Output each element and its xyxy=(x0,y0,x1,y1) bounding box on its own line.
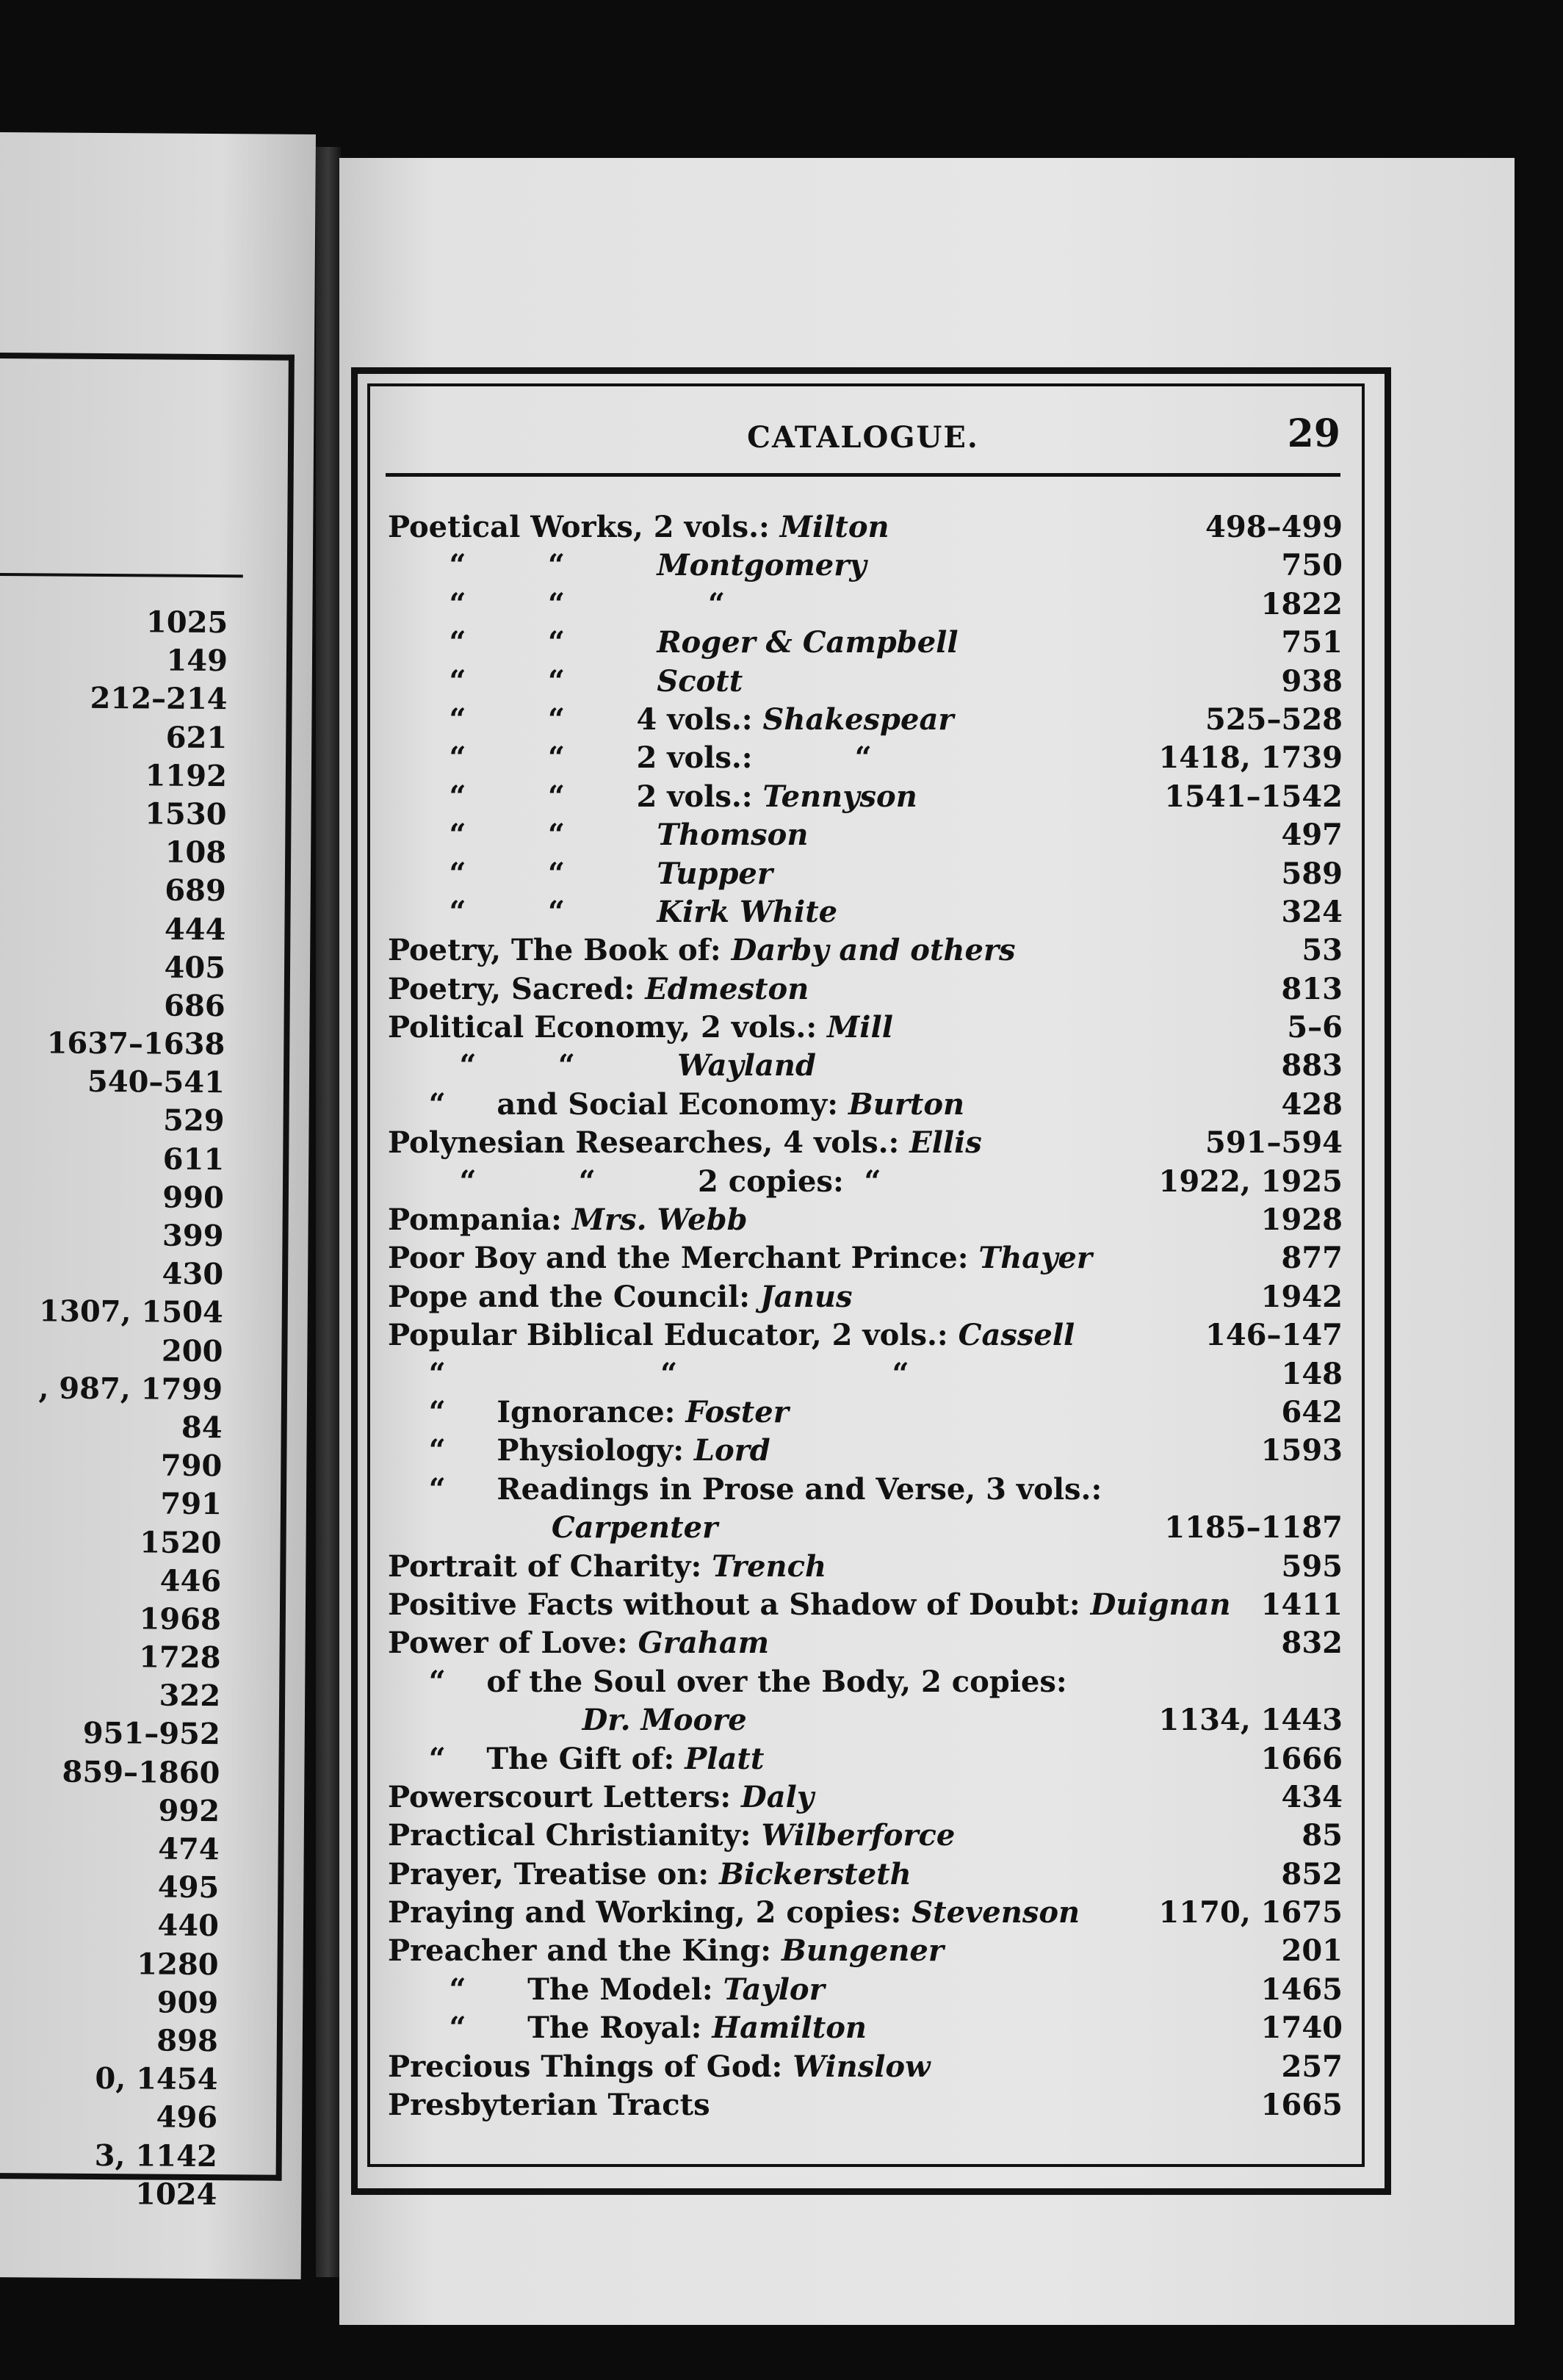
catalogue-entry xyxy=(388,1201,1343,1239)
catalogue-entry xyxy=(388,1856,1343,1894)
entry-title xyxy=(388,2009,867,2047)
entry-author: Taylor xyxy=(723,1972,825,2007)
entry-title xyxy=(388,1278,853,1316)
header-rule xyxy=(386,473,1340,477)
left-page-number: 200 xyxy=(161,1333,223,1368)
entry-number: 5–6 xyxy=(1287,1010,1343,1045)
catalogue-entry xyxy=(388,701,1343,739)
catalogue-entry xyxy=(388,1278,1343,1316)
entry-number: 595 xyxy=(1281,1548,1343,1584)
catalogue-entry xyxy=(388,1624,1343,1662)
entry-number: 201 xyxy=(1281,1933,1343,1969)
left-page xyxy=(0,132,316,2279)
entry-title xyxy=(388,701,953,739)
entry-number: 498–499 xyxy=(1205,510,1343,544)
left-page-number: 540–541 xyxy=(87,1064,225,1100)
entry-number: 1541–1542 xyxy=(1164,779,1343,814)
entry-number: 497 xyxy=(1281,818,1343,853)
left-page-number: 909 xyxy=(156,1985,219,2020)
entry-author: Mrs. Webb xyxy=(571,1202,748,1238)
left-page-number: 3, 1142 xyxy=(94,2138,217,2174)
entry-title xyxy=(388,585,725,624)
entry-number: 1185–1187 xyxy=(1164,1510,1343,1546)
entry-number: 148 xyxy=(1281,1356,1343,1391)
left-page-number: 149 xyxy=(166,643,228,679)
entry-text: Polynesian Researches, 4 vols.: xyxy=(388,1125,910,1161)
catalogue-entry xyxy=(388,970,1343,1009)
entry-author: Janus xyxy=(759,1279,853,1314)
catalogue-entry xyxy=(388,1432,1343,1470)
left-page-number: 108 xyxy=(165,834,227,870)
entry-number: 751 xyxy=(1281,625,1343,660)
entry-title xyxy=(388,2048,931,2086)
entry-text: “ “ 4 vols.: xyxy=(388,702,763,737)
entry-title xyxy=(388,1355,909,1393)
entry-number: 852 xyxy=(1281,1856,1343,1892)
entry-author: Mill xyxy=(827,1010,893,1045)
entry-text: “ “ xyxy=(388,856,657,891)
left-page-number: 430 xyxy=(162,1256,224,1292)
entry-number: 1666 xyxy=(1260,1741,1343,1776)
catalogue-entry xyxy=(388,1817,1343,1855)
left-page-number: 1520 xyxy=(140,1524,222,1560)
entry-text: “ “ xyxy=(388,894,657,929)
entry-number: 1822 xyxy=(1260,586,1343,621)
left-page-number: 1280 xyxy=(137,1946,219,1982)
entry-title xyxy=(388,1740,764,1778)
entry-author: Darby and others xyxy=(731,933,1016,968)
left-page-number: 621 xyxy=(165,720,228,755)
entry-author: Cassell xyxy=(958,1318,1075,1353)
entry-title xyxy=(388,816,808,854)
entry-number: 589 xyxy=(1281,856,1343,891)
entry-number: 1411 xyxy=(1260,1587,1343,1622)
left-page-number: 529 xyxy=(162,1103,225,1139)
entry-text: Portrait of Charity: xyxy=(388,1548,712,1584)
entry-text: Poetry, The Book of: xyxy=(388,933,732,968)
entry-text: Poetry, Sacred: xyxy=(388,971,646,1006)
catalogue-entry xyxy=(388,1086,1343,1124)
catalogue-entry xyxy=(388,816,1343,854)
entry-number: 85 xyxy=(1302,1818,1343,1853)
entry-text: Presbyterian Tracts xyxy=(388,2088,710,2123)
catalogue-entry xyxy=(388,778,1343,816)
entry-author: Daly xyxy=(741,1779,815,1814)
entry-text: Positive Facts without a Shadow of Doubt: xyxy=(388,1587,1091,1622)
catalogue-entry xyxy=(388,624,1343,662)
entry-title xyxy=(388,1586,1231,1624)
entry-title xyxy=(388,855,773,893)
catalogue-entry xyxy=(388,1548,1343,1586)
entry-author: Hamilton xyxy=(712,2011,867,2046)
entry-title xyxy=(388,1047,816,1085)
catalogue-entry xyxy=(388,1663,1343,1701)
page-header xyxy=(386,411,1340,463)
catalogue-entry xyxy=(388,1393,1343,1432)
entry-text: Power of Love: xyxy=(388,1626,638,1661)
entry-number: 146–147 xyxy=(1205,1318,1343,1353)
entry-number: 591–594 xyxy=(1205,1125,1343,1161)
entry-title xyxy=(388,893,837,931)
entry-number: 877 xyxy=(1281,1241,1343,1276)
entry-number: 883 xyxy=(1281,1048,1343,1083)
entry-author: Duignan xyxy=(1090,1587,1231,1622)
entry-text: Pompania: xyxy=(388,1202,572,1238)
catalogue-entries xyxy=(388,508,1343,2124)
entry-author: Thomson xyxy=(657,818,809,853)
entry-title xyxy=(388,1624,769,1662)
catalogue-entry xyxy=(388,1509,1343,1547)
catalogue-entry xyxy=(388,1316,1343,1355)
catalogue-entry xyxy=(388,2009,1343,2047)
entry-author: Lord xyxy=(693,1433,770,1468)
entry-author: Dr. Moore xyxy=(582,1703,747,1738)
left-page-number: 611 xyxy=(162,1142,225,1177)
entry-text: “ “ xyxy=(388,1048,678,1083)
catalogue-entry xyxy=(388,1971,1343,2009)
entry-title xyxy=(388,1701,747,1739)
entry-author: Milton xyxy=(779,510,889,544)
entry-text: Pope and the Council: xyxy=(388,1279,760,1314)
left-page-number: , 987, 1799 xyxy=(38,1371,223,1407)
catalogue-entry xyxy=(388,1163,1343,1201)
entry-number: 1465 xyxy=(1260,1972,1343,2007)
entry-text: “ The Royal: xyxy=(388,2011,712,2046)
entry-number: 1665 xyxy=(1260,2088,1343,2123)
left-page-number: 1637–1638 xyxy=(46,1025,225,1062)
catalogue-entry xyxy=(388,1932,1343,1970)
left-page-number: 1530 xyxy=(145,796,227,832)
entry-title xyxy=(388,1163,881,1201)
entry-title xyxy=(388,1201,748,1239)
page-number: 29 xyxy=(1287,411,1340,456)
entry-number: 1928 xyxy=(1260,1202,1343,1238)
entry-text: “ “ xyxy=(388,548,657,583)
entry-text: “ Readings in Prose and Verse, 3 vols.: xyxy=(388,1471,1102,1507)
left-page-number: 1024 xyxy=(134,2177,217,2212)
left-page-number: 1307, 1504 xyxy=(39,1294,223,1330)
entry-number: 1134, 1443 xyxy=(1158,1703,1343,1738)
entry-title xyxy=(388,1432,770,1470)
entry-author: Edmeston xyxy=(645,971,809,1006)
entry-text: “ of the Soul over the Body, 2 copies: xyxy=(388,1664,1067,1699)
entry-title xyxy=(388,2086,710,2124)
catalogue-entry xyxy=(388,1778,1343,1817)
entry-title xyxy=(388,970,809,1009)
entry-title xyxy=(388,1856,912,1894)
entry-title xyxy=(388,547,867,585)
catalogue-entry xyxy=(388,1740,1343,1778)
entry-number: 434 xyxy=(1281,1779,1343,1814)
catalogue-entry xyxy=(388,739,1343,777)
left-page-number: 859–1860 xyxy=(62,1754,220,1790)
catalogue-entry xyxy=(388,585,1343,624)
entry-title xyxy=(388,739,872,777)
entry-number: 324 xyxy=(1281,894,1343,929)
left-page-number: 212–214 xyxy=(90,681,228,717)
catalogue-entry xyxy=(388,855,1343,893)
entry-author: Thayer xyxy=(978,1241,1092,1276)
entry-author: Kirk White xyxy=(657,894,838,929)
entry-text: “ “ xyxy=(388,625,657,660)
entry-text: Practical Christianity: xyxy=(388,1818,762,1853)
left-page-number: 992 xyxy=(158,1793,220,1828)
catalogue-entry xyxy=(388,2086,1343,2124)
catalogue-entry xyxy=(388,1701,1343,1739)
entry-title xyxy=(388,931,1016,970)
left-page-number: 84 xyxy=(181,1410,223,1446)
entry-title xyxy=(388,1471,1102,1509)
entry-text: “ “ xyxy=(388,663,657,699)
entry-author: Tupper xyxy=(657,856,773,891)
entry-text: Political Economy, 2 vols.: xyxy=(388,1010,828,1045)
entry-title xyxy=(388,1009,893,1047)
catalogue-entry xyxy=(388,1124,1343,1162)
entry-author: Bungener xyxy=(781,1933,944,1969)
entry-author: Tennyson xyxy=(762,779,917,814)
left-page-number: 1192 xyxy=(145,758,228,793)
entry-number: 428 xyxy=(1281,1086,1343,1122)
entry-title xyxy=(388,663,743,701)
entry-text: “ “ 2 vols.: xyxy=(388,779,763,814)
entry-number: 1170, 1675 xyxy=(1158,1895,1343,1930)
entry-text: “ Ignorance: xyxy=(388,1394,686,1429)
entry-number: 813 xyxy=(1281,971,1343,1006)
catalogue-entry xyxy=(388,931,1343,970)
catalogue-entry xyxy=(388,2048,1343,2086)
left-page-numbers xyxy=(0,602,228,2214)
entry-number: 257 xyxy=(1281,2049,1343,2084)
entry-text: Poor Boy and the Merchant Prince: xyxy=(388,1241,979,1276)
entry-text xyxy=(388,1510,552,1545)
catalogue-entry xyxy=(388,1894,1343,1932)
left-page-number: 474 xyxy=(158,1831,220,1867)
entry-text: Powerscourt Letters: xyxy=(388,1779,742,1814)
catalogue-entry xyxy=(388,1047,1343,1085)
catalogue-entry xyxy=(388,1009,1343,1047)
left-page-number: 686 xyxy=(164,988,225,1024)
entry-text: Precious Things of God: xyxy=(388,2049,793,2084)
left-page-number: 446 xyxy=(159,1563,222,1598)
entry-title xyxy=(388,1316,1075,1355)
entry-author: Montgomery xyxy=(657,548,867,583)
entry-text: “ “ “ xyxy=(388,586,725,621)
catalogue-entry xyxy=(388,1586,1343,1624)
entry-number: 1922, 1925 xyxy=(1158,1164,1343,1199)
left-page-number: 0, 1454 xyxy=(95,2061,218,2097)
entry-title xyxy=(388,1971,825,2009)
entry-author: Carpenter xyxy=(551,1510,718,1546)
entry-author: Bickersteth xyxy=(719,1856,912,1892)
left-page-number: 898 xyxy=(156,2023,219,2059)
entry-author: Winslow xyxy=(793,2049,931,2084)
catalogue-entry xyxy=(388,1355,1343,1393)
catalogue-entry xyxy=(388,893,1343,931)
entry-text: “ “ xyxy=(388,818,657,853)
catalogue-entry xyxy=(388,1239,1343,1277)
entry-text xyxy=(388,1703,582,1737)
entry-text: “ “ “ xyxy=(388,1356,909,1391)
entry-title xyxy=(388,1817,955,1855)
entry-number: 642 xyxy=(1281,1394,1343,1429)
entry-text: Popular Biblical Educator, 2 vols.: xyxy=(388,1318,959,1353)
entry-number: 1740 xyxy=(1260,2011,1343,2046)
book-spine xyxy=(316,147,341,2277)
entry-title xyxy=(388,1663,1067,1701)
left-page-number: 951–952 xyxy=(82,1716,220,1752)
catalogue-entry xyxy=(388,663,1343,701)
left-page-number: 496 xyxy=(156,2099,218,2135)
left-page-number: 440 xyxy=(157,1908,220,1944)
entry-author: Ellis xyxy=(909,1125,982,1161)
entry-number: 832 xyxy=(1281,1626,1343,1661)
entry-title xyxy=(388,1548,826,1586)
entry-number: 938 xyxy=(1281,663,1343,699)
left-page-number: 1968 xyxy=(139,1601,222,1637)
entry-title xyxy=(388,1393,789,1432)
left-page-number: 1025 xyxy=(145,605,228,641)
catalogue-entry xyxy=(388,1471,1343,1509)
entry-author: Stevenson xyxy=(912,1895,1080,1930)
entry-text: “ “ 2 copies: “ xyxy=(388,1164,881,1199)
entry-title xyxy=(388,778,917,816)
entry-text: “ The Gift of: xyxy=(388,1741,685,1776)
entry-text: Preacher and the King: xyxy=(388,1933,782,1969)
entry-text: “ “ 2 vols.: “ xyxy=(388,740,872,776)
entry-author: Platt xyxy=(685,1741,765,1776)
entry-number: 53 xyxy=(1302,933,1343,968)
entry-text: “ Physiology: xyxy=(388,1433,694,1468)
left-page-number: 399 xyxy=(162,1218,224,1254)
entry-number: 1942 xyxy=(1260,1279,1343,1314)
entry-title xyxy=(388,1086,964,1124)
left-page-number: 1728 xyxy=(139,1640,221,1676)
entry-author: Scott xyxy=(657,663,743,699)
catalogue-entry xyxy=(388,508,1343,547)
entry-text: Prayer, Treatise on: xyxy=(388,1856,720,1892)
entry-author: Shakespear xyxy=(762,702,954,737)
entry-author: Wilberforce xyxy=(761,1818,956,1853)
entry-title xyxy=(388,1932,944,1970)
left-page-number: 444 xyxy=(164,912,226,947)
entry-title xyxy=(388,1509,718,1547)
entry-number: 1418, 1739 xyxy=(1158,740,1343,776)
entry-text: Praying and Working, 2 copies: xyxy=(388,1895,912,1930)
entry-author: Trench xyxy=(712,1548,827,1584)
entry-text: “ and Social Economy: xyxy=(388,1086,848,1122)
left-page-number: 405 xyxy=(164,950,226,985)
entry-title xyxy=(388,1778,814,1817)
page-title: CATALOGUE. xyxy=(747,420,979,455)
entry-title xyxy=(388,624,959,662)
entry-title xyxy=(388,1124,982,1162)
entry-author: Roger & Campbell xyxy=(657,625,959,660)
left-page-number: 322 xyxy=(159,1678,221,1714)
entry-number: 1593 xyxy=(1260,1433,1343,1468)
left-page-number: 791 xyxy=(160,1486,223,1522)
catalogue-entry xyxy=(388,547,1343,585)
left-page-number: 689 xyxy=(165,873,226,909)
entry-title xyxy=(388,1894,1080,1932)
left-page-number: 990 xyxy=(162,1180,225,1215)
entry-title xyxy=(388,1239,1092,1277)
entry-title xyxy=(388,508,889,547)
entry-text: “ The Model: xyxy=(388,1972,723,2007)
entry-text: Poetical Works, 2 vols.: xyxy=(388,510,780,544)
entry-author: Burton xyxy=(848,1086,965,1122)
entry-author: Foster xyxy=(685,1394,789,1429)
entry-author: Graham xyxy=(638,1626,770,1661)
left-page-number: 790 xyxy=(160,1448,223,1484)
entry-number: 525–528 xyxy=(1205,702,1343,737)
left-page-number: 495 xyxy=(157,1869,220,1905)
entry-number: 750 xyxy=(1281,548,1343,583)
entry-author: Wayland xyxy=(677,1048,816,1083)
